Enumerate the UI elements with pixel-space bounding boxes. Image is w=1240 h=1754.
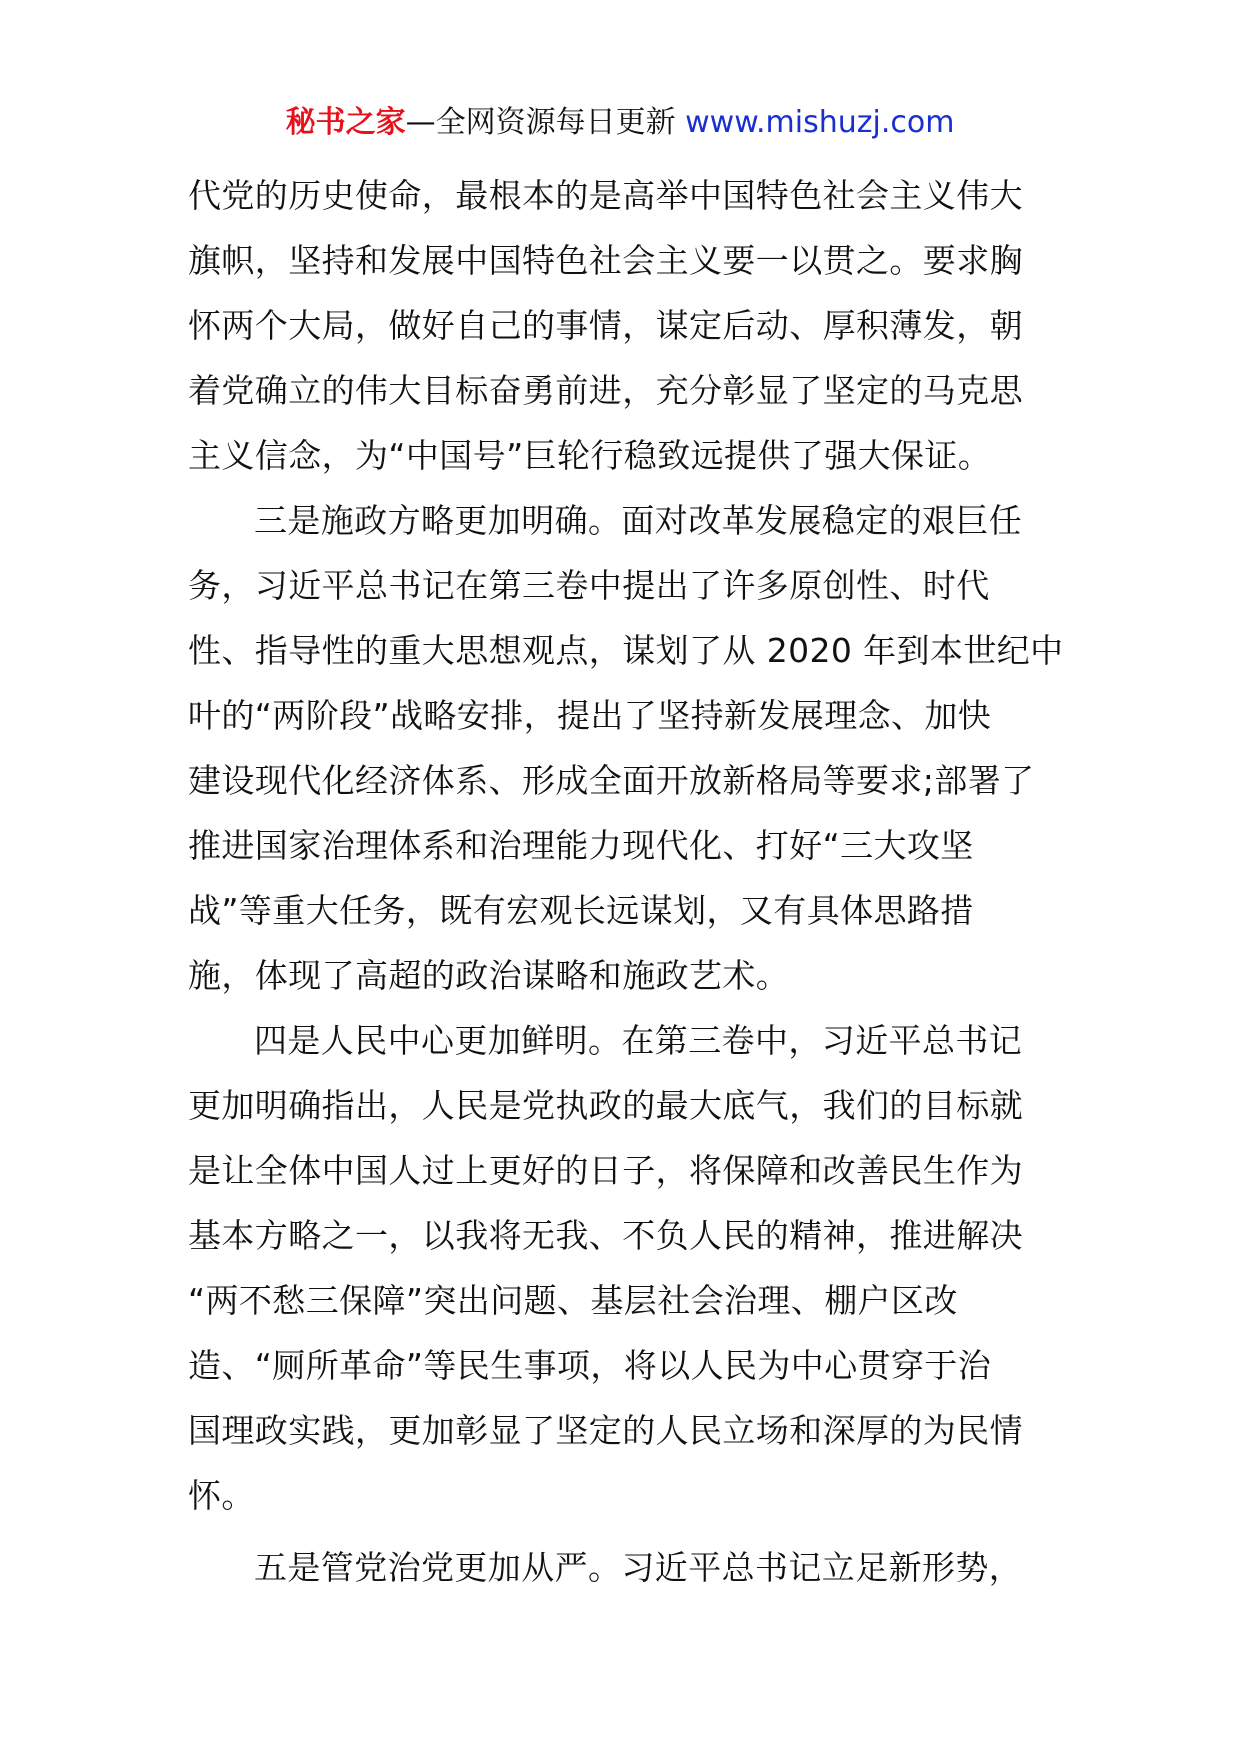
paragraph <box>188 1008 1068 1528</box>
text-line: 四是人民中心更加鲜明。在第三卷中，习近平总书记 <box>254 1021 1023 1060</box>
text-line: 更加明确指出，人民是党执政的最大底气，我们的目标就 <box>188 1086 1023 1125</box>
paragraph <box>188 163 1068 488</box>
text-line: “两不愁三保障”突出问题、基层社会治理、棚户区改 <box>188 1281 958 1320</box>
header-slogan: —全网资源每日更新 <box>405 105 686 140</box>
text-line: 着党确立的伟大目标奋勇前进，充分彰显了坚定的马克思 <box>188 371 1023 410</box>
paragraph <box>188 488 1068 1008</box>
document-body <box>188 163 1068 1600</box>
text-line: 务，习近平总书记在第三卷中提出了许多原创性、时代 <box>188 566 990 605</box>
text-line: 旗帜，坚持和发展中国特色社会主义要一以贯之。要求胸 <box>188 241 1023 280</box>
text-line: 造、“厕所革命”等民生事项，将以人民为中心贯穿于治 <box>188 1346 992 1385</box>
brand-name: 秘书之家 <box>285 105 406 140</box>
text-line: 战”等重大任务，既有宏观长远谋划，又有具体思路措 <box>188 891 974 930</box>
paragraph-gap <box>188 1528 1068 1535</box>
text-line: 推进国家治理体系和治理能力现代化、打好“三大攻坚 <box>188 826 974 865</box>
text-line: 怀。 <box>188 1476 255 1515</box>
paragraph <box>188 1535 1068 1600</box>
text-line: 国理政实践，更加彰显了坚定的人民立场和深厚的为民情 <box>188 1411 1023 1450</box>
text-line: 施，体现了高超的政治谋略和施政艺术。 <box>188 956 790 995</box>
text-line: 基本方略之一，以我将无我、不负人民的精神，推进解决 <box>188 1216 1023 1255</box>
text-line: 是让全体中国人过上更好的日子，将保障和改善民生作为 <box>188 1151 1023 1190</box>
text-line: 怀两个大局，做好自己的事情，谋定后动、厚积薄发，朝 <box>188 306 1023 345</box>
text-line: 五是管党治党更加从严。习近平总书记立足新形势， <box>254 1548 1023 1587</box>
page-header <box>0 103 1240 143</box>
text-line: 建设现代化经济体系、形成全面开放新格局等要求;部署了 <box>188 761 1035 800</box>
text-line: 代党的历史使命，最根本的是高举中国特色社会主义伟大 <box>188 176 1023 215</box>
website-link[interactable]: www.mishuzj.com <box>685 105 955 140</box>
text-line: 性、指导性的重大思想观点，谋划了从 2020 年到本世纪中 <box>188 631 1064 670</box>
text-line: 主义信念，为“中国号”巨轮行稳致远提供了强大保证。 <box>188 436 992 475</box>
text-line: 叶的“两阶段”战略安排，提出了坚持新发展理念、加快 <box>188 696 992 735</box>
text-line: 三是施政方略更加明确。面对改革发展稳定的艰巨任 <box>254 501 1023 540</box>
